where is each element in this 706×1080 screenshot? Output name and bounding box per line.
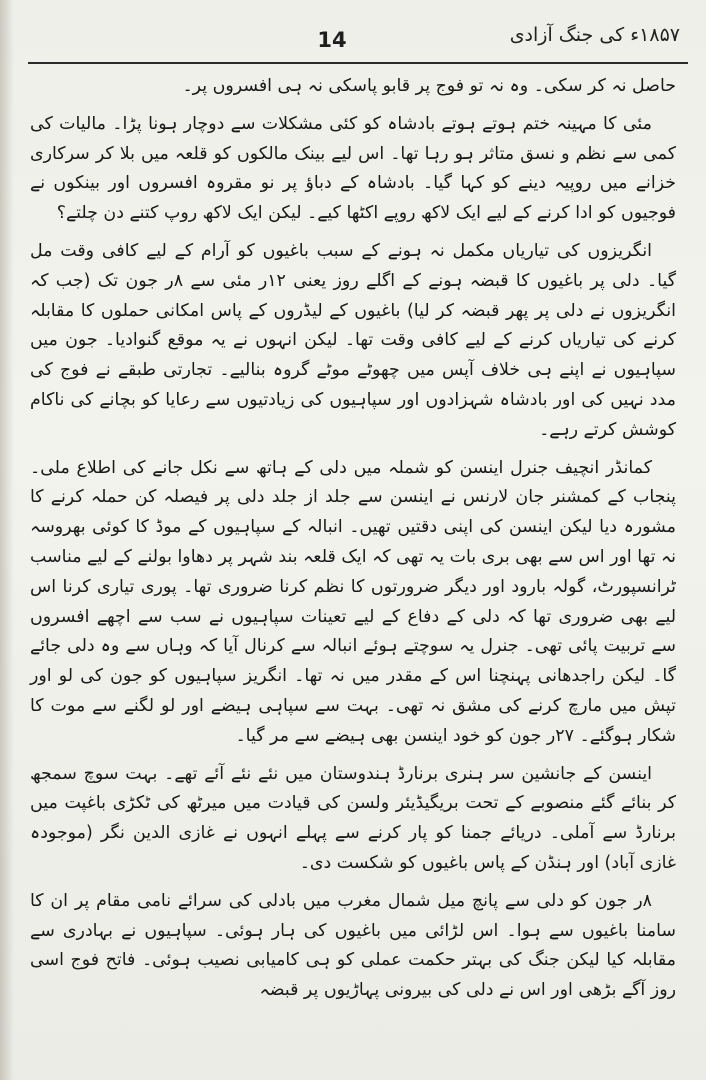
running-title: ۱۸۵۷ء کی جنگ آزادی [509, 24, 680, 46]
paragraph: اینسن کے جانشین سر ہنری برنارڈ ہندوستان میں نئے نئے آئے تھے۔ بہت سوچ سمجھ کر بنائے گئے منصوبے کے تحت بریگیڈیئر ولسن کی قیادت میں میرٹھ کی ٹکڑی باغپت میں برنارڈ سے آملی۔ دریائے جمنا کو پار کرنے سے پہلے انہوں نے غازی الدین نگر (موجودہ غازی آباد) اور ہنڈن کے پاس باغیوں کو شکست دی۔ [30, 763, 676, 873]
paragraph: ۸ر جون کو دلی سے پانچ میل شمال مغرب میں بادلی کی سرائے نامی مقام پر ان کا سامنا باغیوں سے ہوا۔ اس لڑائی میں باغیوں کی ہار ہوئی۔ سپاہیوں نے بہادری سے مقابلہ کیا لیکن جنگ کی بہتر حکمت عملی کو ہی کامیابی نصیب ہوئی۔ فاتح فوج اسی روز آگے بڑھی اور اس نے دلی کی بیرونی پہاڑیوں پر قبضہ [30, 890, 676, 1001]
paragraph: انگریزوں کی تیاریاں مکمل نہ ہونے کے سبب باغیوں کو آرام کے لیے کافی وقت مل گیا۔ دلی پر باغیوں کا قبضہ ہونے کے اگلے روز یعنی ۱۲ر مئی سے ۸ر جون تک (جب کہ انگریزوں نے دلی پر پھر قبضہ کر لیا) باغیوں کے لیڈروں کے پاس امکانی حملوں کا مقابلہ کرنے کی تیاریاں کرنے کے لیے کافی وقت تھا۔ لیکن انہوں نے یہ موقع گنوادیا۔ جون میں سپاہیوں نے اپنے ہی خلاف آپس میں چھوٹے موٹے گروہ بنالیے۔ تجارتی طبقے نے فوج کی مدد نہیں کی اور بادشاہ شہزادوں اور سپاہیوں کی زیادتیوں سے رعایا کو بچانے کی ناکام کوشش کرتے رہے۔ [30, 240, 676, 440]
paragraph: کمانڈر انچیف جنرل اینسن کو شملہ میں دلی کے ہاتھ سے نکل جانے کی اطلاع ملی۔ پنجاب کے کمشنر جان لارنس نے اینسن سے جلد از جلد دلی پر فیصلہ کن حملہ کرنے کا مشورہ دیا لیکن اینسن کی اپنی دقتیں تھیں۔ انبالہ کے سپاہیوں کے موڈ کا کوئی بھروسہ نہ تھا اور اس سے بھی بری بات یہ تھی کہ ایک قلعہ بند شہر پر دھاوا بولنے کے لیے مناسب ٹرانسپورٹ، گولہ بارود اور دیگر ضرورتوں کا نظم کرنا ضروری تھا۔ پوری تیاری کرنا اس لیے بھی ضروری تھا کہ دلی کے دفاع کے لیے تعینات سپاہیوں نے سب سے اچھے افسروں سے تربیت پائی تھی۔ جنرل یہ سوچتے ہوئے انبالہ سے کرنال آیا کہ وہاں سے وہ دلی جائے گا۔ لیکن راجدھانی پہنچنا اس کے مقدر میں نہ تھا۔ انگریز سپاہیوں کو جون کی لو اور تپش میں مارچ کرنے کی مشق نہ تھی۔ بہت سے سپاہی ہیضے اور لو لگنے سے موت کا شکار ہوگئے۔ ۲۷ر جون کو خود اینسن بھی ہیضے سے مر گیا۔ [30, 457, 676, 746]
paragraph: حاصل نہ کر سکی۔ وہ نہ تو فوج پر قابو پاسکی نہ ہی افسروں پر۔ [182, 76, 676, 96]
body-text [30, 72, 676, 1062]
header-rule [28, 62, 688, 64]
page-spine-shadow [0, 0, 14, 1080]
page-header [34, 18, 684, 58]
page-number: 14 [317, 28, 347, 52]
paragraph: مئی کا مہینہ ختم ہوتے ہوتے بادشاہ کو کئی مشکلات سے دوچار ہونا پڑا۔ مالیات کی کمی سے نظم و نسق متاثر ہو رہا تھا۔ اس لیے بینک مالکوں کو قلعہ میں بلا کر سرکاری خزانے میں روپیہ دینے کو کہا گیا۔ بادشاہ کے دباؤ پر نو مقروہ افسروں اور بینکوں نے فوجیوں کو ادا کرنے کے لیے ایک لاکھ روپے اکٹھا کیے۔ لیکن ایک لاکھ روپ کتنے دن چلتے؟ [30, 113, 676, 224]
